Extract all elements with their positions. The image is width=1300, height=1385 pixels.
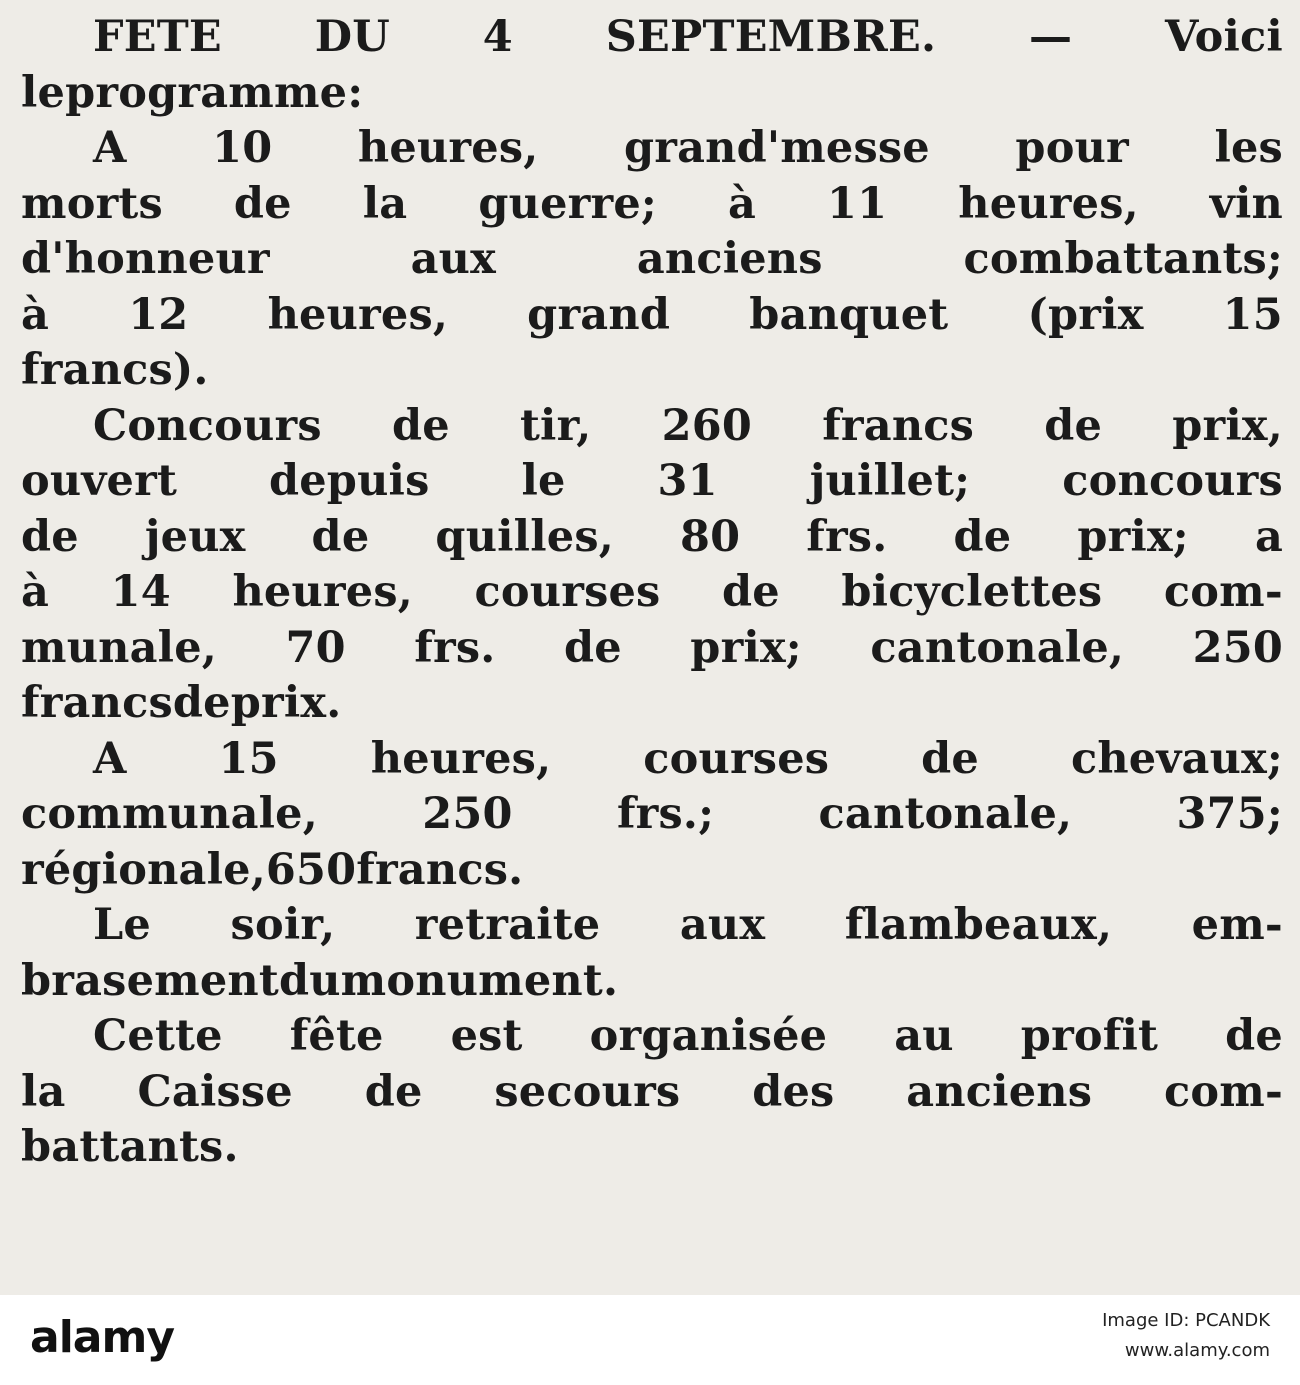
watermark-footer [0, 1295, 1300, 1385]
article-word: guerre; [478, 178, 657, 229]
article-word: heures, [958, 178, 1139, 229]
article-word: la [362, 178, 408, 229]
article-word: heures, [370, 733, 552, 784]
article-line [21, 954, 1283, 1010]
article-word: de [172, 678, 231, 728]
article-word: courses [474, 567, 661, 617]
article-word: Le [93, 900, 151, 950]
article-line [21, 232, 1283, 288]
article-word: Concours [93, 400, 322, 451]
article-word: munale, [21, 622, 217, 673]
article-word: 4 [482, 12, 513, 62]
article-word: heures, [357, 123, 539, 173]
article-word: le [21, 67, 66, 118]
article-word: 31 [657, 456, 718, 506]
article-word: 650 [265, 844, 357, 895]
article-word: Cette [93, 1011, 223, 1061]
article-line [21, 1009, 1283, 1065]
article-word: morts [21, 178, 163, 229]
article-word: de [563, 622, 622, 673]
article-word: de [311, 511, 370, 562]
article-word: vin [1209, 178, 1283, 229]
article-word: Voici [1165, 12, 1283, 62]
article-word: de [1044, 400, 1103, 451]
article-word: chevaux; [1070, 733, 1283, 784]
article-word: organisée [589, 1011, 828, 1061]
article-word: banquet [749, 289, 949, 340]
article-word: brasement [21, 955, 279, 1006]
article-word: 14 [110, 567, 171, 617]
article-line [21, 10, 1283, 66]
article-word: 80 [679, 511, 741, 562]
article-line [21, 732, 1283, 788]
article-word: de [921, 733, 979, 784]
article-line [21, 399, 1283, 455]
article-word: ouvert [21, 456, 178, 506]
article-word: 250 [1192, 622, 1283, 673]
article-line [21, 343, 1283, 399]
article-word: 15 [1222, 289, 1283, 340]
article-word: Caisse [137, 1066, 293, 1117]
article-word: frs. [414, 622, 496, 673]
article-word: a [1254, 511, 1283, 562]
article-word: le [521, 456, 566, 506]
article-word: monument. [340, 955, 619, 1006]
article-word: francs. [356, 844, 524, 895]
article-word: 260 [661, 400, 753, 451]
article-word: pour [1015, 123, 1129, 173]
article-word: communale, [21, 789, 318, 839]
article-word: A [93, 733, 127, 784]
article-word: les [1214, 123, 1283, 173]
article-word: DU [314, 12, 390, 62]
article-word: depuis [268, 456, 430, 506]
article-word: battants. [21, 1122, 239, 1172]
article-word: quilles, [435, 511, 614, 562]
article-word: frs.; [616, 789, 715, 839]
article-word: combattants; [963, 234, 1283, 284]
article-line [21, 787, 1283, 843]
article-word: 12 [128, 289, 189, 340]
article-line [21, 510, 1283, 566]
article-word: à [21, 289, 50, 340]
article-word: bicyclettes [841, 567, 1103, 617]
article-word: au [894, 1011, 954, 1061]
article-word: aux [410, 234, 496, 284]
image-id-label: Image ID: PCANDK [1102, 1310, 1270, 1331]
article-line [21, 676, 1283, 732]
article-word: prix. [230, 678, 342, 728]
article-line [21, 1065, 1283, 1121]
article-word: programme [65, 67, 348, 118]
article-word: 70 [285, 622, 346, 673]
article-word: 10 [212, 123, 273, 173]
article-word: grand'messe [623, 123, 930, 173]
article-word: flambeaux, [844, 900, 1113, 950]
article-word: profit [1020, 1011, 1159, 1061]
article-word: à [727, 178, 757, 229]
article-word: 375; [1176, 789, 1283, 839]
article-word: de [364, 1066, 423, 1117]
article-line [21, 66, 1283, 122]
article-word: de [722, 567, 780, 617]
article-word: 15 [218, 733, 279, 784]
article-word: soir, [230, 900, 336, 950]
article-word: : [347, 67, 364, 118]
article-word: fête [289, 1011, 384, 1061]
article-word: francs). [21, 345, 209, 395]
article-line [21, 288, 1283, 344]
article-word: la [21, 1066, 66, 1117]
article-body [21, 10, 1283, 1176]
article-word: A [93, 123, 127, 173]
article-word: heures, [267, 289, 449, 340]
article-word: est [450, 1011, 523, 1061]
article-word: de [953, 511, 1012, 562]
article-word: prix, [1172, 400, 1283, 451]
article-word: d'honneur [21, 234, 270, 284]
article-word: frs. [806, 511, 888, 562]
article-word: retraite [414, 900, 601, 950]
article-word: régionale, [21, 844, 266, 895]
article-word: prix; [1077, 511, 1189, 562]
article-line [21, 177, 1283, 233]
article-word: de [233, 178, 292, 229]
article-word: cantonale, [870, 622, 1125, 673]
article-word: jeux [144, 511, 246, 562]
article-word: prix; [690, 622, 802, 673]
article-word: tir, [519, 400, 592, 451]
article-word: francs [822, 400, 975, 451]
article-line [21, 1120, 1283, 1176]
article-word: francs [21, 678, 173, 728]
article-word: grand [527, 289, 671, 340]
article-line [21, 121, 1283, 177]
article-word: du [278, 955, 341, 1006]
article-word: com- [1163, 1066, 1283, 1117]
article-word: anciens [636, 234, 823, 284]
article-word: em- [1191, 900, 1283, 950]
article-line [21, 621, 1283, 677]
article-word: juillet; [809, 456, 971, 506]
article-word: courses [643, 733, 830, 784]
article-word: secours [494, 1066, 681, 1117]
article-word: cantonale, [818, 789, 1073, 839]
article-word: FETE [93, 12, 222, 62]
alamy-logo: alamy [30, 1312, 174, 1363]
article-word: de [391, 400, 450, 451]
article-word: heures, [232, 567, 413, 617]
article-line [21, 454, 1283, 510]
article-line [21, 843, 1283, 899]
site-url-label: www.alamy.com [1124, 1340, 1270, 1361]
article-word: 11 [827, 178, 888, 229]
article-word: 250 [422, 789, 513, 839]
article-word: SEPTEMBRE. [605, 12, 937, 62]
article-line [21, 565, 1283, 621]
article-word: (prix [1027, 289, 1144, 340]
article-word: com- [1163, 567, 1283, 617]
article-word: aux [679, 900, 766, 950]
article-word: à [21, 567, 50, 617]
article-word: anciens [906, 1066, 1093, 1117]
article-word: — [1028, 12, 1073, 62]
article-word: de [1225, 1011, 1283, 1061]
article-line [21, 898, 1283, 954]
article-word: de [21, 511, 79, 562]
article-word: concours [1062, 456, 1283, 506]
article-word: des [752, 1066, 835, 1117]
